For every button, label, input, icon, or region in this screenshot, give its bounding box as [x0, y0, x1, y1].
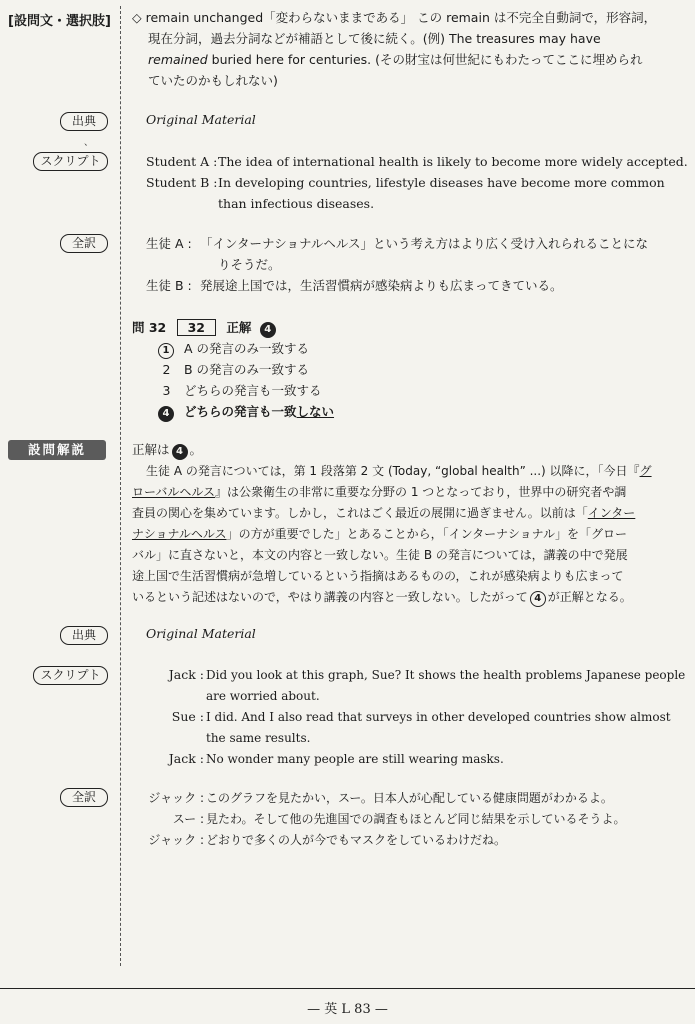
script-speaker: Jack :: [168, 667, 204, 682]
answer-mark: 4: [172, 444, 188, 460]
choice-2: 2 B の発言のみ一致する: [158, 360, 309, 380]
explanation-line-3: ローバルヘルス』は公衆衛生の非常に重要な分野の 1 つとなっており，世界中の研究者や調: [132, 485, 627, 499]
translation-speaker: ジャック :: [148, 833, 204, 847]
translation-line: 発展途上国では，生活習慣病が感染病よりも広まってきている。: [200, 278, 563, 293]
margin-divider: [120, 6, 121, 966]
script-line: The idea of international health is likely to become more widely accepted.: [218, 154, 688, 169]
vocab-line-2: 現在分詞，過去分詞などが補語として後に続く。(例) The treasures may have: [148, 31, 601, 46]
choice-mark: 2: [162, 362, 171, 377]
choice-3: 3 どちらの発言も一致する: [158, 381, 322, 401]
question-label: 問 32: [132, 320, 167, 335]
script-line: are worried about.: [206, 689, 320, 703]
explanation-line-5: ナショナルヘルス」の方が重要でした」とあることから，「インターナショナル」を「グロー: [132, 527, 628, 541]
translation-line: どおりで多くの人が今でもマスクをしているわけだね。: [206, 833, 507, 847]
script-line: Did you look at this graph, Sue? It shows the health problems Japanese people: [206, 668, 686, 682]
translation-label-2: 全訳: [60, 788, 108, 807]
translation-speaker: ジャック :: [148, 791, 204, 805]
answer-mark: 4: [260, 322, 276, 338]
source-text-1: Original Material: [146, 112, 256, 127]
translation-speaker: 生徒 A :: [146, 236, 192, 251]
question-header: [132, 318, 286, 338]
answer-label: 正解: [226, 320, 252, 335]
translation-label-1: 全訳: [60, 234, 108, 253]
translation-line: 見たわ。そして他の先進国での調査もほとんど同じ結果を示しているそうよ。: [206, 812, 626, 826]
explanation-line-4: 査員の関心を集めています。しかし，これはごく最近の展開に過ぎません。以前は「インター: [132, 506, 636, 520]
translation-line: このグラフを見たかい，スー。日本人が心配している健康問題がわかるよ。: [206, 791, 613, 805]
choice-mark: 3: [162, 383, 171, 398]
vocab-line-1: ◇ remain unchanged「変わらないままである」 この remain は不完全自動詞で，形容詞，: [132, 10, 657, 25]
source-text-2: Original Material: [146, 626, 256, 641]
script-speaker: Student B :: [146, 175, 218, 190]
footer-rule: [0, 988, 695, 989]
answer-mark: 4: [530, 591, 546, 607]
vocab-line-4: ていたのかもしれない): [148, 73, 278, 88]
explanation-line-6: バル」に直さないと，本文の内容と一致しない。生徒 B の発言については，講義の中で発展: [132, 548, 628, 562]
source-label-2: 出典: [60, 626, 108, 645]
side-label: [設問文・選択肢]: [8, 14, 111, 29]
translation-speaker: 生徒 B :: [146, 278, 192, 293]
choice-mark: 1: [158, 343, 174, 359]
script-label-1: スクリプト: [33, 152, 108, 171]
translation-speaker: スー :: [172, 812, 204, 826]
script-speaker: Jack :: [168, 751, 204, 766]
choice-mark: 4: [158, 406, 174, 422]
script-label-2: スクリプト: [33, 666, 108, 685]
explanation-label: 設問解説: [8, 440, 106, 460]
explanation-line-7: 途上国で生活習慣病が急増しているという指摘はあるものの，これが感染病よりも広まって: [132, 569, 624, 583]
script-line: In developing countries, lifestyle diseases have become more common: [218, 175, 665, 190]
script-line: the same results.: [206, 731, 311, 745]
choice-1: 1 A の発言のみ一致する: [158, 339, 309, 359]
answer-box: 32: [177, 319, 216, 336]
translation-line: りそうだ。: [218, 257, 281, 272]
choice-4: 4 どちらの発言も一致しない: [158, 402, 334, 422]
script-line: No wonder many people are still wearing masks.: [206, 752, 504, 766]
source-label-1: 出典: [60, 112, 108, 131]
script-line: than infectious diseases.: [218, 196, 375, 211]
script-line: I did. And I also read that surveys in other developed countries show almost: [206, 710, 671, 724]
script-speaker: Student A :: [146, 154, 218, 169]
vocab-line-3: remained buried here for centuries. (その財宝は何世紀にもわたってここに埋められ: [148, 52, 643, 67]
italic-word: remained: [148, 52, 208, 67]
translation-line: 「インターナショナルヘルス」という考え方はより広く受け入れられることにな: [200, 236, 649, 251]
page-number: — 英 L 83 —: [307, 1002, 388, 1017]
explanation-line-2: 生徒 A の発言については，第 1 段落第 2 文 (Today, “global health” ...) 以降に，「今日『グ: [146, 464, 652, 478]
explanation-line-8: いるという記述はないので，やはり講義の内容と一致しない。したがって 4 が正解となる。: [132, 587, 632, 607]
explanation-line-1: 正解は 4 。: [132, 440, 202, 460]
decorative-mark: 、: [84, 138, 94, 148]
script-speaker: Sue :: [171, 709, 204, 724]
